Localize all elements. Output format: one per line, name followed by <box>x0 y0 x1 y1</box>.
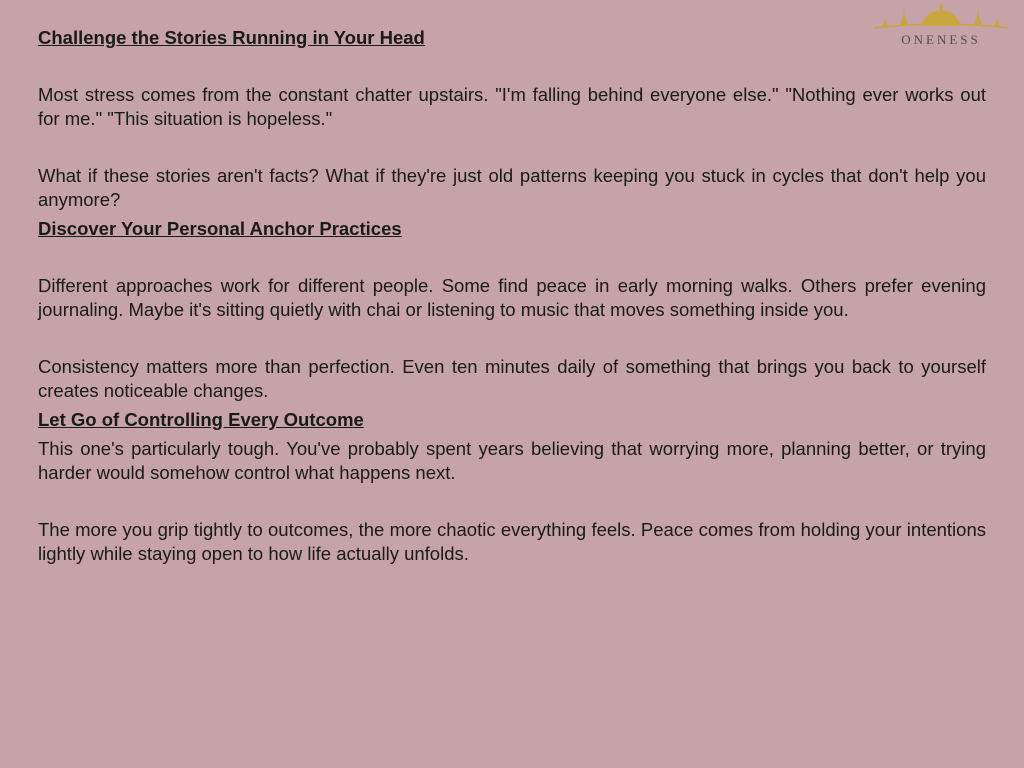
section-heading: Discover Your Personal Anchor Practices <box>38 218 402 239</box>
spacer <box>38 131 986 164</box>
paragraph: What if these stories aren't facts? What if they're just old patterns keeping you stuck in cycles that don't help you anymore? <box>38 165 986 210</box>
spacer <box>38 322 986 355</box>
paragraph: This one's particularly tough. You've probably spent years believing that worrying more, planning better, or trying harder would somehow control what happens next. <box>38 438 986 483</box>
logo-text: ONENESS <box>901 32 981 47</box>
paragraph: Most stress comes from the constant chatter upstairs. "I'm falling behind everyone else." "Nothing ever works out for me." "This situation is hopeless." <box>38 84 986 129</box>
section-heading: Let Go of Controlling Every Outcome <box>38 409 364 430</box>
paragraph: Different approaches work for different people. Some find peace in early morning walks. Others prefer evening journaling. Maybe it's sitting quietly with chai or listening to music that moves something inside you. <box>38 275 986 320</box>
spacer <box>38 485 986 518</box>
paragraph: Consistency matters more than perfection. Even ten minutes daily of something that brings you back to yourself creates noticeable changes. <box>38 356 986 401</box>
spacer <box>38 241 986 274</box>
spacer <box>38 50 986 83</box>
article-content <box>38 26 986 566</box>
section-heading: Challenge the Stories Running in Your Head <box>38 27 425 48</box>
paragraph: The more you grip tightly to outcomes, the more chaotic everything feels. Peace comes from holding your intentions lightly while staying open to how life actually unfolds. <box>38 519 986 564</box>
